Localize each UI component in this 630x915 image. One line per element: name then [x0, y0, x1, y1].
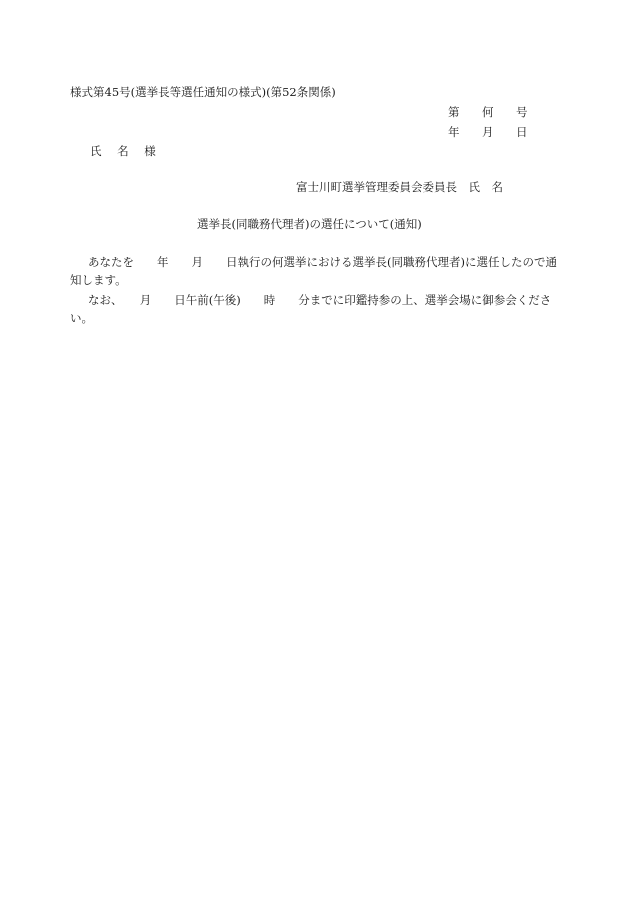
body-paragraph-attendance: なお、 月 日午前(午後) 時 分までに印鑑持参の上、選挙会場に御参会ください。 [70, 293, 552, 325]
number-placeholder: 何 [482, 105, 494, 119]
document-number-row [448, 104, 528, 120]
form-title: 様式第45号(選挙長等選任通知の様式)(第52条関係) [70, 85, 336, 99]
date-day: 日 [516, 125, 528, 139]
body-paragraph-appointment: あなたを 年 月 日執行の何選挙における選挙長(同職務代理者)に選任したので通知します。 [70, 255, 557, 287]
addressee: 氏 名 様 [90, 144, 162, 158]
number-suffix: 号 [516, 105, 528, 119]
document-date-row [448, 124, 528, 140]
date-year: 年 [448, 125, 460, 139]
subject-title: 選挙長(同職務代理者)の選任について(通知) [197, 217, 422, 231]
date-month: 月 [482, 125, 494, 139]
sender: 富士川町選挙管理委員会委員長 氏 名 [296, 180, 503, 194]
number-prefix: 第 [448, 105, 460, 119]
